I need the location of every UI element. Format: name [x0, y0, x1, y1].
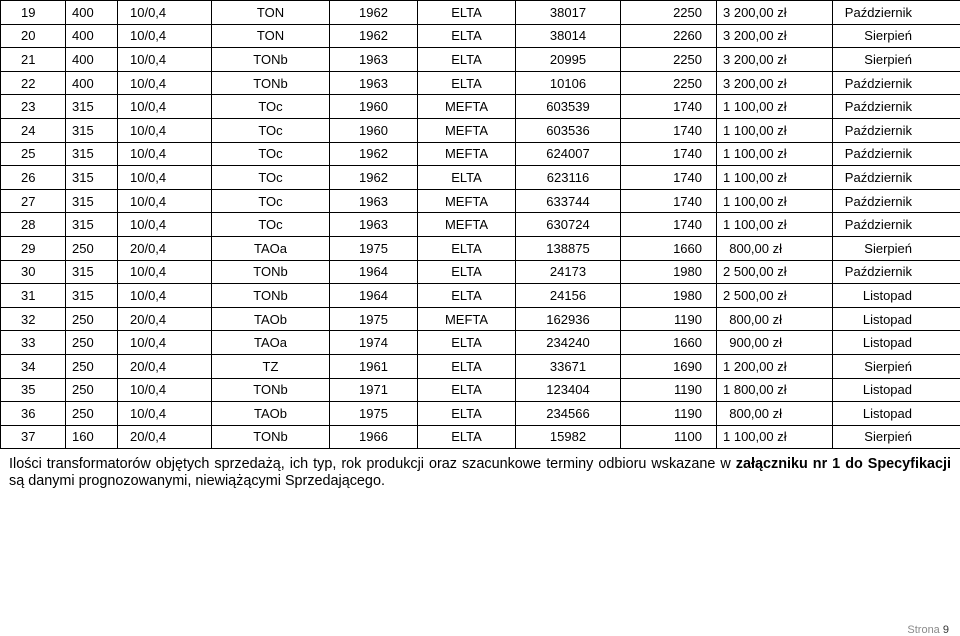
table-cell: 1190 — [621, 402, 717, 426]
table-cell: TAOa — [212, 331, 330, 355]
table-cell: 10/0,4 — [118, 260, 212, 284]
table-cell: 1660 — [621, 236, 717, 260]
table-cell: 23 — [1, 95, 66, 119]
specification-note — [9, 456, 951, 490]
table-cell: 2250 — [621, 71, 717, 95]
table-cell: 10106 — [516, 71, 621, 95]
table-cell: 400 — [66, 48, 118, 72]
table-row — [1, 213, 960, 237]
table-row — [1, 378, 960, 402]
table-cell: Październik — [833, 189, 960, 213]
table-cell: 28 — [1, 213, 66, 237]
table-cell: 623116 — [516, 166, 621, 190]
table-cell: 315 — [66, 118, 118, 142]
table-cell: MEFTA — [418, 307, 516, 331]
table-cell: 250 — [66, 331, 118, 355]
table-cell: 2260 — [621, 24, 717, 48]
page-footer — [907, 624, 949, 636]
table-cell: 1100 — [621, 425, 717, 449]
table-cell: 2250 — [621, 1, 717, 25]
table-cell: 25 — [1, 142, 66, 166]
table-cell: 1962 — [330, 24, 418, 48]
table-cell: 1740 — [621, 142, 717, 166]
table-cell: Październik — [833, 1, 960, 25]
table-cell: 10/0,4 — [118, 118, 212, 142]
table-cell: 1690 — [621, 354, 717, 378]
table-cell: TONb — [212, 48, 330, 72]
table-cell: 31 — [1, 284, 66, 308]
table-cell: 35 — [1, 378, 66, 402]
table-cell: TOc — [212, 166, 330, 190]
table-row — [1, 402, 960, 426]
table-cell: Sierpień — [833, 24, 960, 48]
table-cell: 400 — [66, 24, 118, 48]
table-cell: 603539 — [516, 95, 621, 119]
table-cell: 234566 — [516, 402, 621, 426]
table-cell: 315 — [66, 95, 118, 119]
table-cell: TOc — [212, 95, 330, 119]
table-cell: 1960 — [330, 118, 418, 142]
table-cell: 1 100,00 zł — [717, 213, 833, 237]
page-label: Strona — [907, 624, 940, 636]
table-cell: 3 200,00 zł — [717, 1, 833, 25]
table-cell: 1963 — [330, 213, 418, 237]
table-cell: 400 — [66, 71, 118, 95]
table-cell: 123404 — [516, 378, 621, 402]
table-cell: 1 800,00 zł — [717, 378, 833, 402]
table-cell: MEFTA — [418, 95, 516, 119]
table-cell: 1 200,00 zł — [717, 354, 833, 378]
table-cell: 20995 — [516, 48, 621, 72]
table-cell: TON — [212, 24, 330, 48]
table-cell: 27 — [1, 189, 66, 213]
table-cell: 900,00 zł — [717, 331, 833, 355]
table-cell: 315 — [66, 166, 118, 190]
table-cell: ELTA — [418, 24, 516, 48]
table-cell: 29 — [1, 236, 66, 260]
table-cell: Październik — [833, 71, 960, 95]
table-cell: 1975 — [330, 307, 418, 331]
table-cell: Sierpień — [833, 354, 960, 378]
table-cell: 1 100,00 zł — [717, 425, 833, 449]
table-cell: 1962 — [330, 166, 418, 190]
table-cell: 1980 — [621, 260, 717, 284]
table-row — [1, 166, 960, 190]
table-cell: ELTA — [418, 354, 516, 378]
table-cell: 250 — [66, 354, 118, 378]
table-cell: 633744 — [516, 189, 621, 213]
table-cell: 24173 — [516, 260, 621, 284]
table-cell: TON — [212, 1, 330, 25]
table-cell: 10/0,4 — [118, 24, 212, 48]
table-cell: 10/0,4 — [118, 378, 212, 402]
table-cell: 10/0,4 — [118, 142, 212, 166]
table-cell: Sierpień — [833, 236, 960, 260]
table-cell: Listopad — [833, 284, 960, 308]
table-cell: Październik — [833, 142, 960, 166]
table-cell: 1 100,00 zł — [717, 118, 833, 142]
table-cell: 603536 — [516, 118, 621, 142]
table-cell: TAOb — [212, 307, 330, 331]
page-number: 9 — [942, 624, 949, 636]
table-cell: 315 — [66, 142, 118, 166]
table-cell: ELTA — [418, 378, 516, 402]
table-cell: 160 — [66, 425, 118, 449]
table-cell: 10/0,4 — [118, 1, 212, 25]
table-cell: 10/0,4 — [118, 213, 212, 237]
table-cell: 1963 — [330, 189, 418, 213]
table-cell: 1961 — [330, 354, 418, 378]
table-cell: 2 500,00 zł — [717, 260, 833, 284]
note-bold-reference: załączniku nr 1 do Specyfikacji — [735, 456, 951, 472]
table-row — [1, 71, 960, 95]
table-cell: 20/0,4 — [118, 354, 212, 378]
table-cell: 34 — [1, 354, 66, 378]
table-cell: 38017 — [516, 1, 621, 25]
table-cell: Październik — [833, 166, 960, 190]
table-cell: 400 — [66, 1, 118, 25]
table-cell: 800,00 zł — [717, 402, 833, 426]
table-cell: 10/0,4 — [118, 331, 212, 355]
table-cell: 10/0,4 — [118, 189, 212, 213]
table-cell: ELTA — [418, 260, 516, 284]
table-cell: 1971 — [330, 378, 418, 402]
table-cell: Listopad — [833, 378, 960, 402]
table-cell: 3 200,00 zł — [717, 71, 833, 95]
table-cell: 800,00 zł — [717, 307, 833, 331]
table-cell: TOc — [212, 142, 330, 166]
table-cell: 1974 — [330, 331, 418, 355]
table-cell: Październik — [833, 213, 960, 237]
table-cell: ELTA — [418, 402, 516, 426]
table-cell: Listopad — [833, 402, 960, 426]
table-cell: Listopad — [833, 307, 960, 331]
table-row — [1, 189, 960, 213]
table-cell: ELTA — [418, 166, 516, 190]
table-cell: 624007 — [516, 142, 621, 166]
table-cell: ELTA — [418, 236, 516, 260]
table-cell: 20/0,4 — [118, 236, 212, 260]
table-row — [1, 425, 960, 449]
table-cell: 10/0,4 — [118, 166, 212, 190]
table-cell: 1966 — [330, 425, 418, 449]
table-cell: 1975 — [330, 402, 418, 426]
table-cell: 2250 — [621, 48, 717, 72]
table-cell: Listopad — [833, 331, 960, 355]
table-row — [1, 48, 960, 72]
table-cell: 19 — [1, 1, 66, 25]
table-cell: 250 — [66, 236, 118, 260]
table-cell: 30 — [1, 260, 66, 284]
table-cell: 800,00 zł — [717, 236, 833, 260]
table-cell: 162936 — [516, 307, 621, 331]
table-cell: TAOa — [212, 236, 330, 260]
table-cell: 1975 — [330, 236, 418, 260]
table-cell: 1660 — [621, 331, 717, 355]
table-cell: 10/0,4 — [118, 48, 212, 72]
table-cell: 1740 — [621, 189, 717, 213]
table-cell: MEFTA — [418, 213, 516, 237]
table-cell: 3 200,00 zł — [717, 24, 833, 48]
table-cell: 1962 — [330, 142, 418, 166]
table-cell: 250 — [66, 307, 118, 331]
table-cell: TONb — [212, 425, 330, 449]
table-cell: 1740 — [621, 166, 717, 190]
table-cell: TONb — [212, 260, 330, 284]
table-cell: 33671 — [516, 354, 621, 378]
table-row — [1, 260, 960, 284]
table-row — [1, 284, 960, 308]
table-cell: 1740 — [621, 118, 717, 142]
table-cell: 20 — [1, 24, 66, 48]
table-cell: 38014 — [516, 24, 621, 48]
table-cell: TONb — [212, 284, 330, 308]
table-row — [1, 1, 960, 25]
table-cell: Październik — [833, 260, 960, 284]
table-cell: Październik — [833, 118, 960, 142]
table-cell: 10/0,4 — [118, 402, 212, 426]
table-row — [1, 307, 960, 331]
table-cell: Sierpień — [833, 48, 960, 72]
table-cell: 630724 — [516, 213, 621, 237]
table-cell: 1 100,00 zł — [717, 95, 833, 119]
table-cell: TOc — [212, 118, 330, 142]
table-cell: 1 100,00 zł — [717, 166, 833, 190]
table-cell: 10/0,4 — [118, 95, 212, 119]
table-cell: 250 — [66, 378, 118, 402]
table-cell: 20/0,4 — [118, 307, 212, 331]
table-cell: ELTA — [418, 71, 516, 95]
table-cell: Sierpień — [833, 425, 960, 449]
table-cell: 1740 — [621, 213, 717, 237]
table-row — [1, 24, 960, 48]
note-text-part2: są danymi prognozowanymi, niewiążącymi Sprzedającego. — [9, 473, 385, 489]
table-cell: MEFTA — [418, 118, 516, 142]
table-cell: TOc — [212, 213, 330, 237]
table-cell: 33 — [1, 331, 66, 355]
table-cell: 1 100,00 zł — [717, 189, 833, 213]
table-cell: 22 — [1, 71, 66, 95]
table-cell: 1963 — [330, 71, 418, 95]
table-row — [1, 331, 960, 355]
table-cell: 36 — [1, 402, 66, 426]
table-cell: 315 — [66, 213, 118, 237]
table-row — [1, 95, 960, 119]
table-cell: ELTA — [418, 1, 516, 25]
table-cell: 1 100,00 zł — [717, 142, 833, 166]
table-cell: 315 — [66, 189, 118, 213]
table-cell: 1980 — [621, 284, 717, 308]
table-cell: 21 — [1, 48, 66, 72]
table-cell: 20/0,4 — [118, 425, 212, 449]
table-cell: TOc — [212, 189, 330, 213]
table-row — [1, 236, 960, 260]
note-text-part1: Ilości transformatorów objętych sprzedażą, ich typ, rok produkcji oraz szacunkowe terminy odbioru wskazane w — [9, 456, 736, 472]
table-cell: 1964 — [330, 260, 418, 284]
table-cell: 26 — [1, 166, 66, 190]
table-cell: 10/0,4 — [118, 71, 212, 95]
table-row — [1, 118, 960, 142]
table-cell: 3 200,00 zł — [717, 48, 833, 72]
table-cell: 32 — [1, 307, 66, 331]
table-cell: 1190 — [621, 307, 717, 331]
table-cell: TAOb — [212, 402, 330, 426]
table-cell: 1960 — [330, 95, 418, 119]
table-cell: ELTA — [418, 284, 516, 308]
table-cell: ELTA — [418, 48, 516, 72]
table-cell: 1963 — [330, 48, 418, 72]
table-cell: 2 500,00 zł — [717, 284, 833, 308]
table-cell: 315 — [66, 260, 118, 284]
table-cell: 1740 — [621, 95, 717, 119]
table-cell: Październik — [833, 95, 960, 119]
table-cell: 234240 — [516, 331, 621, 355]
table-cell: 1190 — [621, 378, 717, 402]
table-cell: 1964 — [330, 284, 418, 308]
table-cell: 24156 — [516, 284, 621, 308]
table-cell: 37 — [1, 425, 66, 449]
table-cell: TONb — [212, 71, 330, 95]
table-cell: ELTA — [418, 331, 516, 355]
table-cell: 24 — [1, 118, 66, 142]
table-row — [1, 142, 960, 166]
table-cell: 1962 — [330, 1, 418, 25]
table-cell: 315 — [66, 284, 118, 308]
table-row — [1, 354, 960, 378]
table-cell: 10/0,4 — [118, 284, 212, 308]
table-cell: TONb — [212, 378, 330, 402]
table-cell: 138875 — [516, 236, 621, 260]
table-cell: ELTA — [418, 425, 516, 449]
table-cell: 250 — [66, 402, 118, 426]
table-cell: MEFTA — [418, 142, 516, 166]
table-cell: 15982 — [516, 425, 621, 449]
table-cell: MEFTA — [418, 189, 516, 213]
table-cell: TZ — [212, 354, 330, 378]
table-body — [1, 1, 960, 449]
